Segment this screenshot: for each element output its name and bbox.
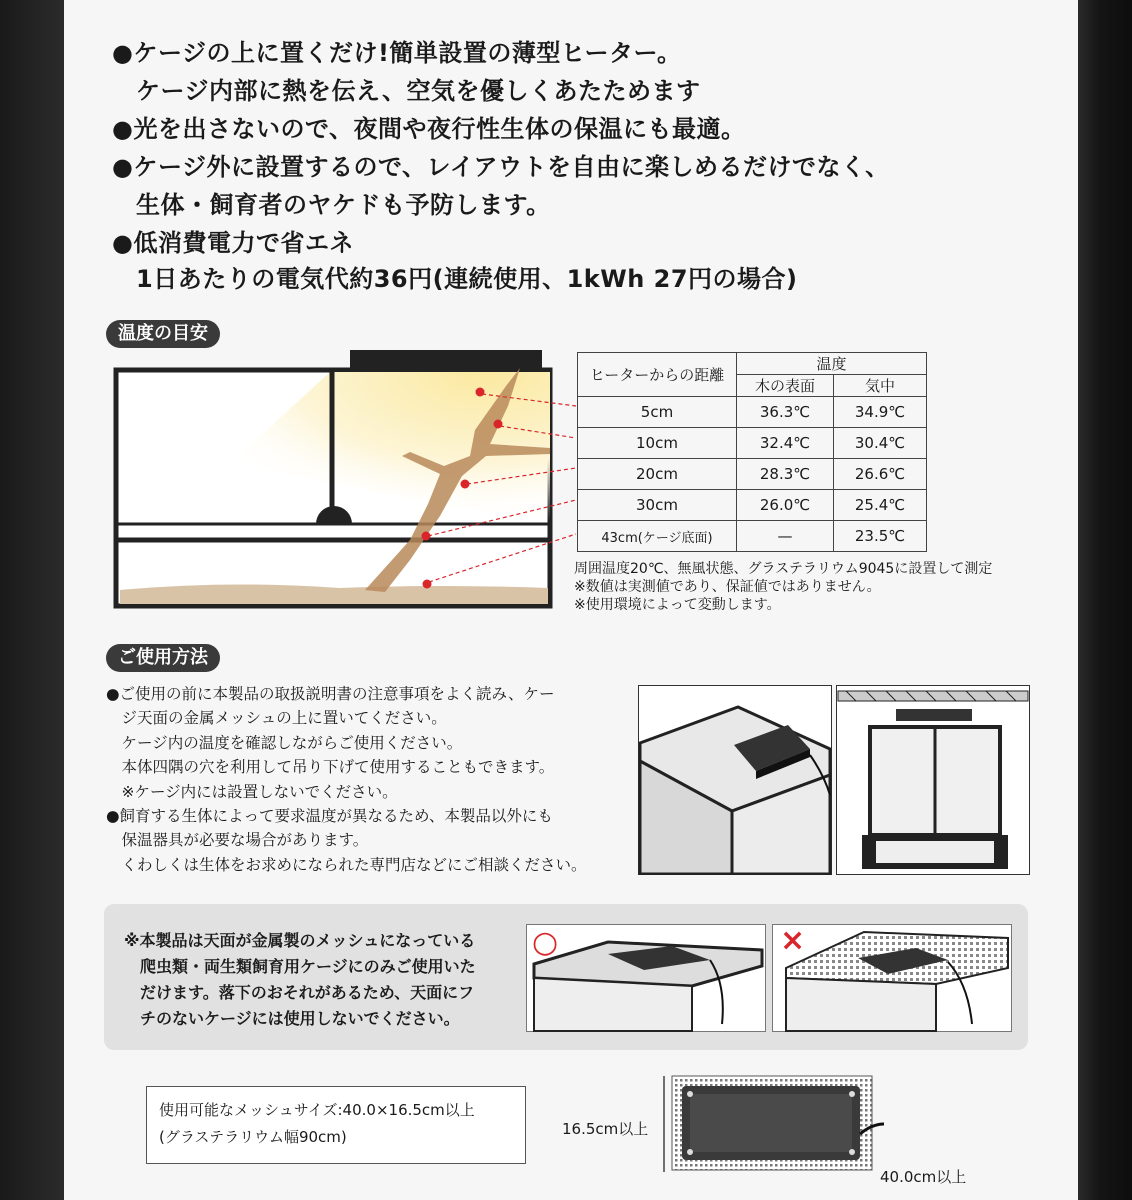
- caution-line: だけます。落下のおそれがあるため、天面にフ: [124, 983, 475, 1002]
- air-temp-cell: 26.6℃: [834, 459, 927, 490]
- usage-line: ●飼育する生体によって要求温度が異なるため、本製品以外にも: [106, 807, 553, 826]
- cage-temperature-diagram: [110, 344, 580, 610]
- usage-line: ケージ内の温度を確認しながらご使用ください。: [106, 733, 463, 752]
- distance-cell: 20cm: [578, 459, 737, 490]
- wood-temp-cell: 28.3℃: [737, 459, 834, 490]
- feature-2-line-1: ●光を出さないので、夜間や夜行性生体の保温にも最適。: [112, 115, 746, 143]
- header-distance: ヒーターからの距離: [578, 353, 737, 397]
- ng-mark-icon: ×: [780, 923, 806, 958]
- caution-line: チのないケージには使用しないでください。: [124, 1009, 460, 1028]
- wood-temp-cell: 26.0℃: [737, 490, 834, 521]
- mesh-size-line-1: 使用可能なメッシュサイズ:40.0×16.5cm以上: [159, 1101, 475, 1119]
- ok-example-illustration: [526, 924, 766, 1032]
- table-row: [578, 459, 927, 490]
- air-temp-cell: 25.4℃: [834, 490, 927, 521]
- header-wood-surface: 木の表面: [737, 375, 834, 397]
- usage-section-label: ご使用方法: [106, 644, 220, 672]
- measurement-disclaimer: ※数値は実測値であり、保証値ではありません。: [574, 579, 881, 595]
- usage-line: ●ご使用の前に本製品の取扱説明書の注意事項をよく読み、ケー: [106, 685, 555, 703]
- temperature-table: [577, 352, 927, 552]
- air-temp-cell: 34.9℃: [834, 397, 927, 428]
- hanging-placement-illustration: [836, 685, 1030, 875]
- usage-instructions: [106, 682, 587, 877]
- distance-cell: 10cm: [578, 428, 737, 459]
- air-temp-cell: 30.4℃: [834, 428, 927, 459]
- feature-1-line-1: ●ケージの上に置くだけ!簡単設置の薄型ヒーター。: [112, 39, 682, 67]
- feature-3-line-1: ●ケージ外に設置するので、レイアウトを自由に楽しめるだけでなく、: [112, 153, 890, 181]
- distance-cell: 30cm: [578, 490, 737, 521]
- mesh-size-box: [146, 1086, 526, 1164]
- measurement-note: 周囲温度20℃、無風状態、グラステラリウム9045に設置して測定: [574, 561, 993, 577]
- table-row: [578, 521, 927, 552]
- table-row: [578, 397, 927, 428]
- header-air: 気中: [834, 375, 927, 397]
- top-placement-illustration: [638, 685, 832, 875]
- distance-cell: 5cm: [578, 397, 737, 428]
- feature-3-line-2: 生体・飼育者のヤケドも予防します。: [136, 191, 551, 219]
- wood-temp-cell: —: [737, 521, 834, 552]
- feature-4-line-2: 1日あたりの電気代約36円(連続使用、1kWh 27円の場合): [136, 265, 798, 293]
- usage-line: ジ天面の金属メッシュの上に置いてください。: [106, 709, 447, 728]
- heater-on-mesh-illustration: [660, 1074, 886, 1174]
- table-row: [578, 428, 927, 459]
- wood-temp-cell: 32.4℃: [737, 428, 834, 459]
- mesh-width-label: 40.0cm以上: [880, 1168, 967, 1186]
- air-temp-cell: 23.5℃: [834, 521, 927, 552]
- usage-line: 保温器具が必要な場合があります。: [106, 831, 369, 850]
- feature-4-line-1: ●低消費電力で省エネ: [112, 229, 354, 257]
- wood-temp-cell: 36.3℃: [737, 397, 834, 428]
- ok-mark-icon: ○: [532, 925, 559, 960]
- caution-line: ※本製品は天面が金属製のメッシュになっている: [124, 931, 476, 950]
- usage-line: 本体四隅の穴を利用して吊り下げて使用することもできます。: [106, 758, 555, 777]
- caution-line: 爬虫類・両生類飼育用ケージにのみご使用いた: [124, 957, 476, 976]
- mesh-height-label: 16.5cm以上: [562, 1120, 649, 1138]
- environment-note: ※使用環境によって変動します。: [574, 597, 781, 613]
- feature-1-line-2: ケージ内部に熱を伝え、空気を優しくあたためます: [136, 77, 701, 105]
- table-row: [578, 490, 927, 521]
- box-right-edge: [1078, 0, 1132, 1200]
- usage-line: ※ケージ内には設置しないでください。: [106, 782, 398, 801]
- mesh-size-line-2: (グラステラリウム幅90cm): [159, 1128, 347, 1146]
- ng-example-illustration: [772, 924, 1012, 1032]
- caution-text: [124, 928, 476, 1032]
- distance-cell: 43cm(ケージ底面): [578, 521, 737, 552]
- temp-section-label: 温度の目安: [106, 320, 220, 348]
- box-left-edge: [0, 0, 64, 1200]
- usage-line: くわしくは生体をお求めになられた専門店などにご相談ください。: [106, 855, 587, 874]
- header-temperature: 温度: [737, 353, 927, 375]
